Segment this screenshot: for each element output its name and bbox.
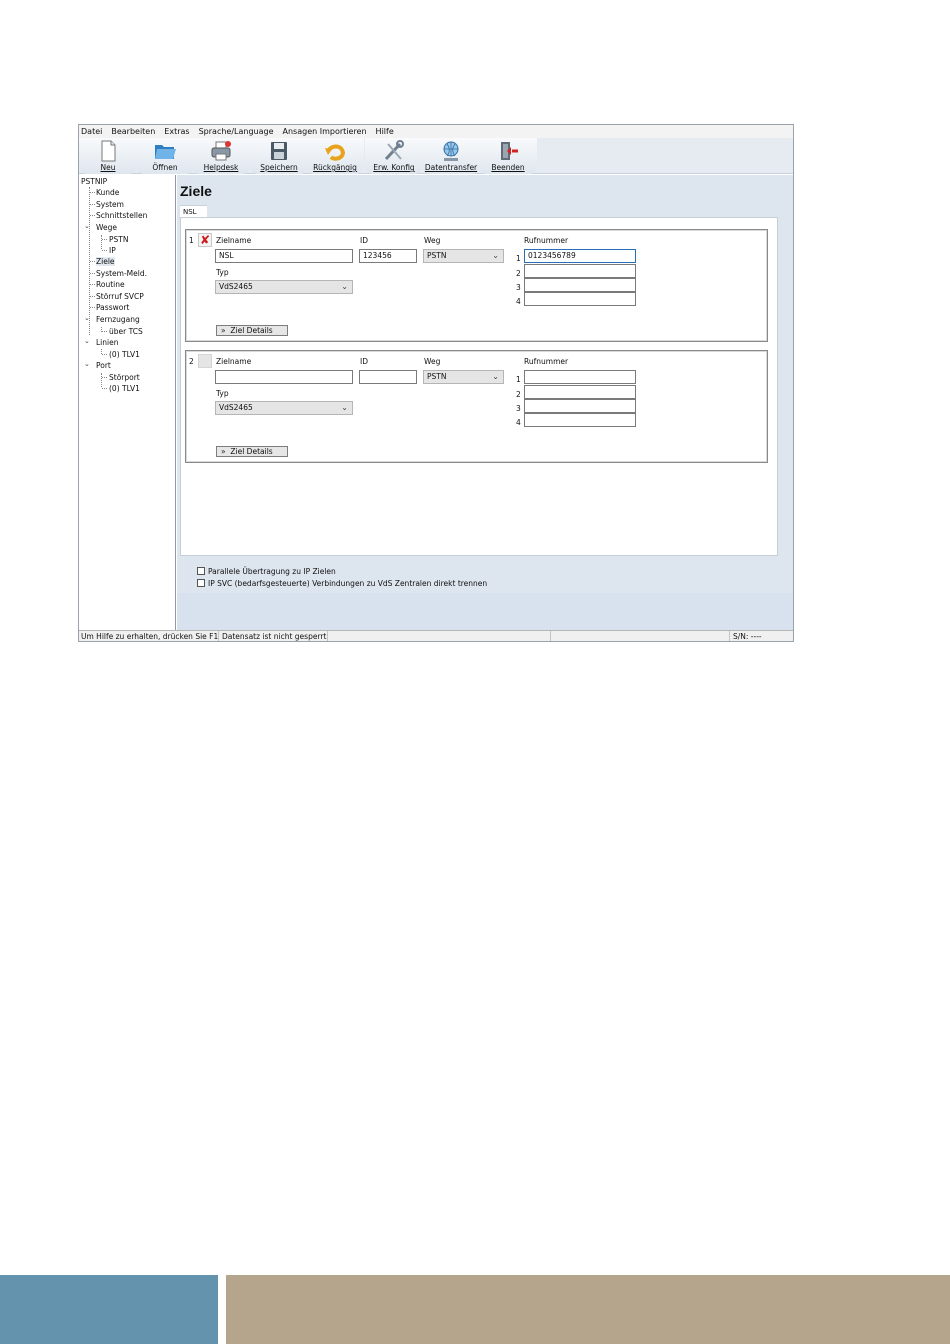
rufnummer-label: Rufnummer xyxy=(524,236,569,245)
new-button[interactable]: Neu xyxy=(79,138,137,174)
content-area xyxy=(177,175,794,593)
checkbox[interactable] xyxy=(197,567,205,575)
typ-label: Typ xyxy=(216,268,229,277)
tree-item-fernzugang[interactable]: Fernzugang xyxy=(96,315,140,324)
chevron-down-icon: ⌄ xyxy=(492,251,499,260)
typ-select[interactable]: VdS2465 ⌄ xyxy=(215,280,353,294)
tree-item-ip[interactable]: IP xyxy=(109,246,116,255)
menu-sprache[interactable]: Sprache/Language xyxy=(198,127,274,136)
status-empty-2 xyxy=(552,631,730,642)
double-chevron-icon: » xyxy=(221,447,226,456)
status-bar xyxy=(79,630,793,642)
tree-root[interactable]: PSTNIP xyxy=(81,177,108,186)
tree-item-wege[interactable]: Wege xyxy=(96,223,117,232)
chevron-down-icon[interactable]: ⌄ xyxy=(84,222,90,230)
target-block-1: 1 ✘ Zielname ID Weg Rufnummer NSL 123456 PSTN ⌄ Typ VdS2465 ⌄ 1 2 3 4 0123456789 » Ziel Details xyxy=(185,229,768,342)
open-folder-icon xyxy=(153,140,177,162)
delete-target-button-disabled xyxy=(198,354,212,368)
rufnummer-field-4[interactable] xyxy=(524,292,636,306)
tree-item-linien-tlv1[interactable]: (0) TLV1 xyxy=(109,350,140,359)
tree-item-routine[interactable]: Routine xyxy=(96,280,125,289)
toolbar xyxy=(79,138,793,174)
checkbox[interactable] xyxy=(197,579,205,587)
footer-band-right xyxy=(226,1275,950,1344)
target-index: 2 xyxy=(189,357,194,366)
save-disk-icon xyxy=(267,140,291,162)
data-transfer-button[interactable]: Datentransfer xyxy=(422,138,480,174)
footer-band-left xyxy=(0,1275,218,1344)
new-document-icon xyxy=(96,140,120,162)
option-parallel-transfer[interactable]: Parallele Übertragung zu IP Zielen xyxy=(197,565,487,577)
undo-icon xyxy=(323,140,347,162)
application-window xyxy=(78,124,794,642)
tree-item-stoerport[interactable]: Störport xyxy=(109,373,140,382)
status-empty-1 xyxy=(329,631,551,642)
status-serial: S/N: ---- xyxy=(733,632,762,641)
globe-transfer-icon xyxy=(439,140,463,162)
tree-item-linien[interactable]: Linien xyxy=(96,338,119,347)
chevron-down-icon: ⌄ xyxy=(492,372,499,381)
rufnummer-field-3[interactable] xyxy=(524,278,636,292)
targets-panel xyxy=(180,217,778,556)
id-label: ID xyxy=(360,357,368,366)
tree-item-pstn[interactable]: PSTN xyxy=(109,235,129,244)
rufnummer-field-3[interactable] xyxy=(524,399,636,413)
delete-target-button[interactable] xyxy=(198,233,212,247)
zielname-label: Zielname xyxy=(216,357,252,366)
tree-item-system-meld[interactable]: System-Meld. xyxy=(96,269,147,278)
page-title: Ziele xyxy=(180,183,212,199)
tab-nsl[interactable]: NSL xyxy=(180,205,207,217)
chevron-down-icon[interactable]: ⌄ xyxy=(84,314,90,322)
zielname-field[interactable] xyxy=(215,370,353,384)
double-chevron-icon: » xyxy=(221,326,226,335)
tree-item-ziele[interactable]: Ziele xyxy=(96,257,115,266)
tools-icon xyxy=(382,140,406,162)
status-help: Um Hilfe zu erhalten, drücken Sie F1 xyxy=(79,631,219,642)
menu-datei[interactable]: Datei xyxy=(81,127,103,136)
tree-item-system[interactable]: System xyxy=(96,200,124,209)
exit-button[interactable]: Beenden xyxy=(479,138,537,174)
tree-item-port-tlv1[interactable]: (0) TLV1 xyxy=(109,384,140,393)
menu-extras[interactable]: Extras xyxy=(164,127,190,136)
id-field[interactable] xyxy=(359,370,417,384)
tree-item-kunde[interactable]: Kunde xyxy=(96,188,120,197)
menu-ansagen-importieren[interactable]: Ansagen Importieren xyxy=(282,127,367,136)
zielname-field[interactable]: NSL xyxy=(215,249,353,263)
navigation-tree xyxy=(79,175,176,630)
ziel-details-button[interactable]: » Ziel Details xyxy=(216,325,288,336)
weg-select[interactable]: PSTN ⌄ xyxy=(423,370,504,384)
exit-door-icon xyxy=(496,140,520,162)
status-record: Datensatz ist nicht gesperrt xyxy=(220,631,328,642)
open-button[interactable]: Öffnen xyxy=(136,138,194,174)
advanced-config-button[interactable]: Erw. Konfig xyxy=(365,138,423,174)
typ-label: Typ xyxy=(216,389,229,398)
rufnummer-field-1[interactable] xyxy=(524,370,636,384)
save-button[interactable]: Speichern xyxy=(250,138,308,174)
menu-hilfe[interactable]: Hilfe xyxy=(375,127,394,136)
bottom-strip xyxy=(177,593,794,630)
tree-item-passwort[interactable]: Passwort xyxy=(96,303,130,312)
menu-bar xyxy=(79,125,793,138)
chevron-down-icon[interactable]: ⌄ xyxy=(84,337,90,345)
rufnummer-field-2[interactable] xyxy=(524,385,636,399)
weg-select[interactable]: PSTN ⌄ xyxy=(423,249,504,263)
chevron-down-icon[interactable]: ⌄ xyxy=(84,360,90,368)
weg-label: Weg xyxy=(424,357,441,366)
rufnummer-field-4[interactable] xyxy=(524,413,636,427)
ziel-details-button[interactable]: » Ziel Details xyxy=(216,446,288,457)
helpdesk-printer-icon xyxy=(209,140,233,162)
menu-bearbeiten[interactable]: Bearbeiten xyxy=(111,127,156,136)
target-block-2: 2 Zielname ID Weg Rufnummer PSTN ⌄ Typ VdS2465 ⌄ 1 2 3 4 » Ziel Details xyxy=(185,350,768,463)
id-label: ID xyxy=(360,236,368,245)
chevron-down-icon: ⌄ xyxy=(341,282,348,291)
tree-item-ueber-tcs[interactable]: über TCS xyxy=(109,327,143,336)
tree-item-schnittstellen[interactable]: Schnittstellen xyxy=(96,211,148,220)
option-ip-svc-disconnect[interactable]: IP SVC (bedarfsgesteuerte) Verbindungen zu VdS Zentralen direkt trennen xyxy=(197,577,487,589)
tree-item-stoerruf-svcp[interactable]: Störruf SVCP xyxy=(96,292,144,301)
id-field[interactable]: 123456 xyxy=(359,249,417,263)
typ-select[interactable]: VdS2465 ⌄ xyxy=(215,401,353,415)
zielname-label: Zielname xyxy=(216,236,252,245)
rufnummer-field-1[interactable]: 0123456789 xyxy=(524,249,636,263)
helpdesk-button[interactable]: Helpdesk xyxy=(192,138,250,174)
options-group xyxy=(197,565,487,589)
target-index: 1 xyxy=(189,236,194,245)
rufnummer-label: Rufnummer xyxy=(524,357,569,366)
chevron-down-icon: ⌄ xyxy=(341,403,348,412)
tree-item-port[interactable]: Port xyxy=(96,361,111,370)
delete-x-icon: ✘ xyxy=(199,233,211,247)
weg-label: Weg xyxy=(424,236,441,245)
rufnummer-field-2[interactable] xyxy=(524,264,636,278)
undo-button[interactable]: Rückgängig xyxy=(306,138,364,174)
